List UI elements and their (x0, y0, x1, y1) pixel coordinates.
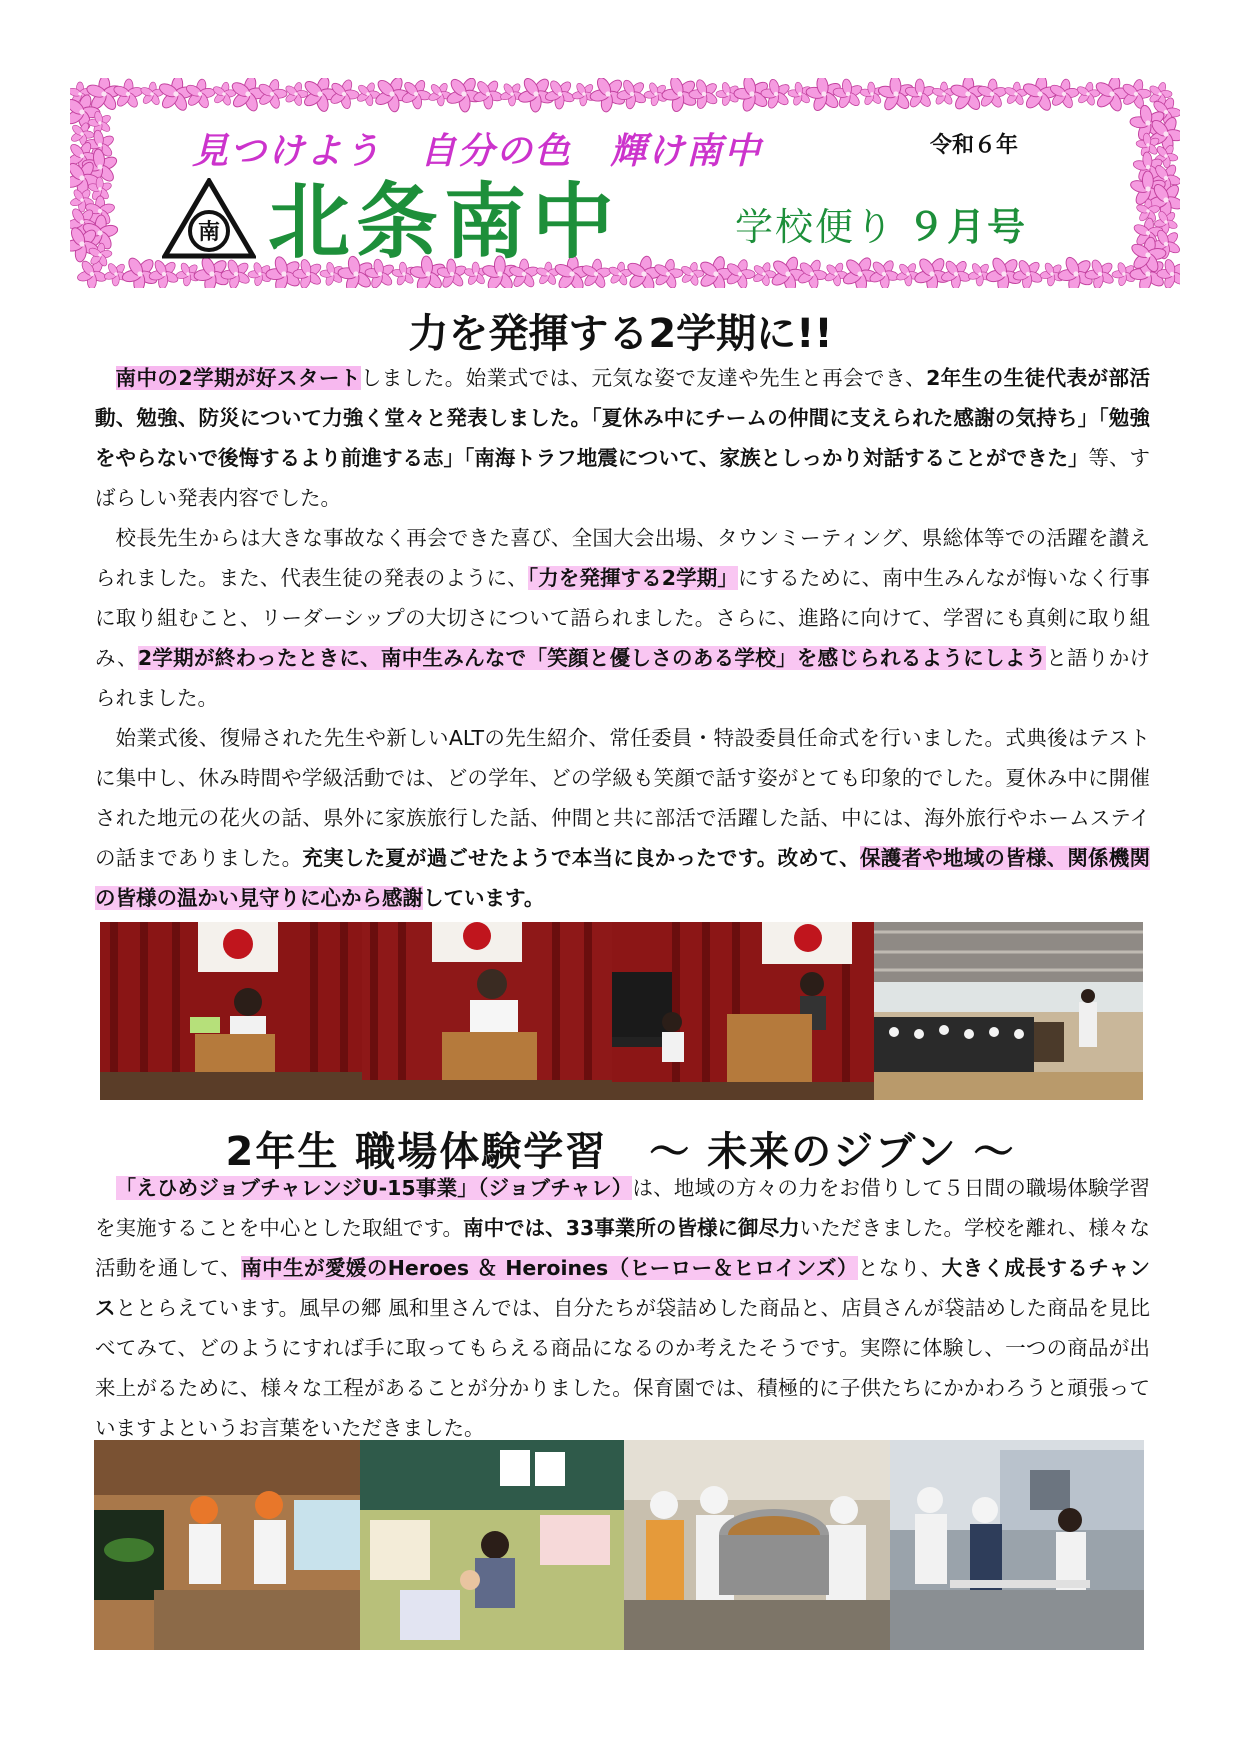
article1-paragraph-3 (95, 718, 1150, 918)
blossom-icon (949, 78, 988, 112)
photo-teacher-speech (362, 922, 612, 1100)
emphasized-text: 2年生の生徒代表が部活動、勉強、防災について力強く堂々と発表しました。「夏休み中にチームの仲間に支えられた感謝の気持ち」「勉強をやらないで後悔するより前進する志」「南海トラフ地震について、家族としっかり対話することができた」 (95, 366, 1150, 470)
school-name: 北条南中 (268, 175, 621, 270)
photo-gymnasium-assembly (874, 922, 1143, 1100)
school-emblem-icon (162, 178, 256, 260)
work-experience-photo-row (94, 1440, 1144, 1650)
body-text: となり、 (857, 1256, 942, 1280)
body-text: 始業式後、復帰された先生や新しいALTの先生紹介、常任委員・特設委員任命式を行いました。式典後はテストに集中し、休み時間や学級活動では、どの学年、どの学級も笑顔で話す姿がとても印象的でした。夏休み中に開催された地元の花火の話、県外に家族旅行した話、仲間と共に部活で活躍した話、中には、海外旅行やホームステイの話までありました。 (95, 726, 1150, 870)
emphasized-text: 南中生が愛媛のHeroes ＆ Heroines（ヒーロー＆ヒロインズ） (241, 1256, 858, 1280)
article2-headline: 2年生 職場体験学習 ～ 未来のジブン ～ (225, 1129, 1016, 1175)
blossom-icon (111, 78, 144, 110)
emblem-glyph: 南 (197, 220, 221, 245)
emphasized-text: 南中では、33事業所の皆様に御尽力 (463, 1216, 800, 1240)
bulletin-month: ９月号 (907, 205, 1028, 249)
emphasized-text: しています。 (423, 886, 545, 910)
bulletin-title (735, 196, 1027, 251)
blossom-icon (975, 78, 1008, 110)
photo-student-speech (100, 922, 362, 1100)
emphasized-text: 「力を発揮する2学期」 (527, 566, 738, 590)
body-text: 等、すばらしい発表内容でした。 (95, 446, 1151, 510)
school-motto: 見つけよう 自分の色 輝け南中 (192, 131, 763, 172)
body-text: と語りかけられました。 (95, 646, 1151, 710)
blossom-icon (155, 78, 197, 114)
body-text: にするために、南中生みんなが悔いなく行事に取り組むこと、リーダーシップの大切さについて語られました。さらに、進路に向けて、学習にも真剣に取り組み、 (95, 566, 1151, 670)
photo-stage-piano (612, 922, 874, 1100)
body-text: ととらえています。風早の郷 風和里さんでは、自分たちが袋詰めした商品と、店員さんが袋詰めした商品を見比べてみて、どのようにすれば手に取ってもらえる商品になるのか考えたそうです。実際に体験し、一つの商品が出来上がるために、様々な工程があることが分かりました。保育園では、積極的に子供たちにかかわろうと頑張っていますよというお言葉をいただきました。 (95, 1296, 1151, 1440)
photo-shop-packing (94, 1440, 360, 1650)
body-text: しました。始業式では、元気な姿で友達や先生と再会でき、 (360, 366, 927, 390)
emphasized-text: 大きく成長するチャンス (95, 1256, 1151, 1320)
article1-paragraph-1 (95, 358, 1150, 518)
emphasized-text: 保護者や地域の皆様、関係機関の皆様の温かい見守りに心から感謝 (95, 846, 1151, 910)
ceremony-photo-row (100, 922, 1143, 1100)
body-text: いただきました。学校を離れ、様々な活動を通して、 (95, 1216, 1151, 1280)
article1-headline: 力を発揮する2学期に!! (408, 311, 833, 357)
era-year: 令和６年 (930, 133, 1019, 158)
masthead-banner (70, 78, 1180, 288)
article2-body (95, 1168, 1150, 1448)
article1-paragraph-2 (95, 518, 1150, 718)
photo-nursery-childcare (360, 1440, 624, 1650)
emphasized-text: 充実した夏が過ごせたようで本当に良かったです。改めて、 (302, 846, 860, 870)
article1-body (95, 358, 1150, 918)
emphasized-text: 南中の2学期が好スタート (115, 366, 361, 390)
photo-kitchen-cooking (624, 1440, 890, 1650)
bulletin-label: 学校便り (735, 205, 896, 249)
emphasized-text: 「えひめジョブチャレンジU-15事業」（ジョブチャレ） (115, 1176, 633, 1200)
blossom-icon (1019, 78, 1061, 114)
body-text: 校長先生からは大きな事故なく再会できた喜び、全国大会出場、タウンミーティング、県総体等での活躍を讃えられました。また、代表生徒の発表のように、 (95, 526, 1150, 590)
body-text: は、地域の方々の力をお借りして５日間の職場体験学習を実施することを中心とした取組です。 (95, 1176, 1151, 1240)
article2-paragraph-1 (95, 1168, 1150, 1448)
photo-fire-station-drill (890, 1440, 1144, 1650)
emphasized-text: 2学期が終わったときに、南中生みんなで「笑顔と優しさのある学校」を感じられるようにしよう (137, 646, 1047, 670)
